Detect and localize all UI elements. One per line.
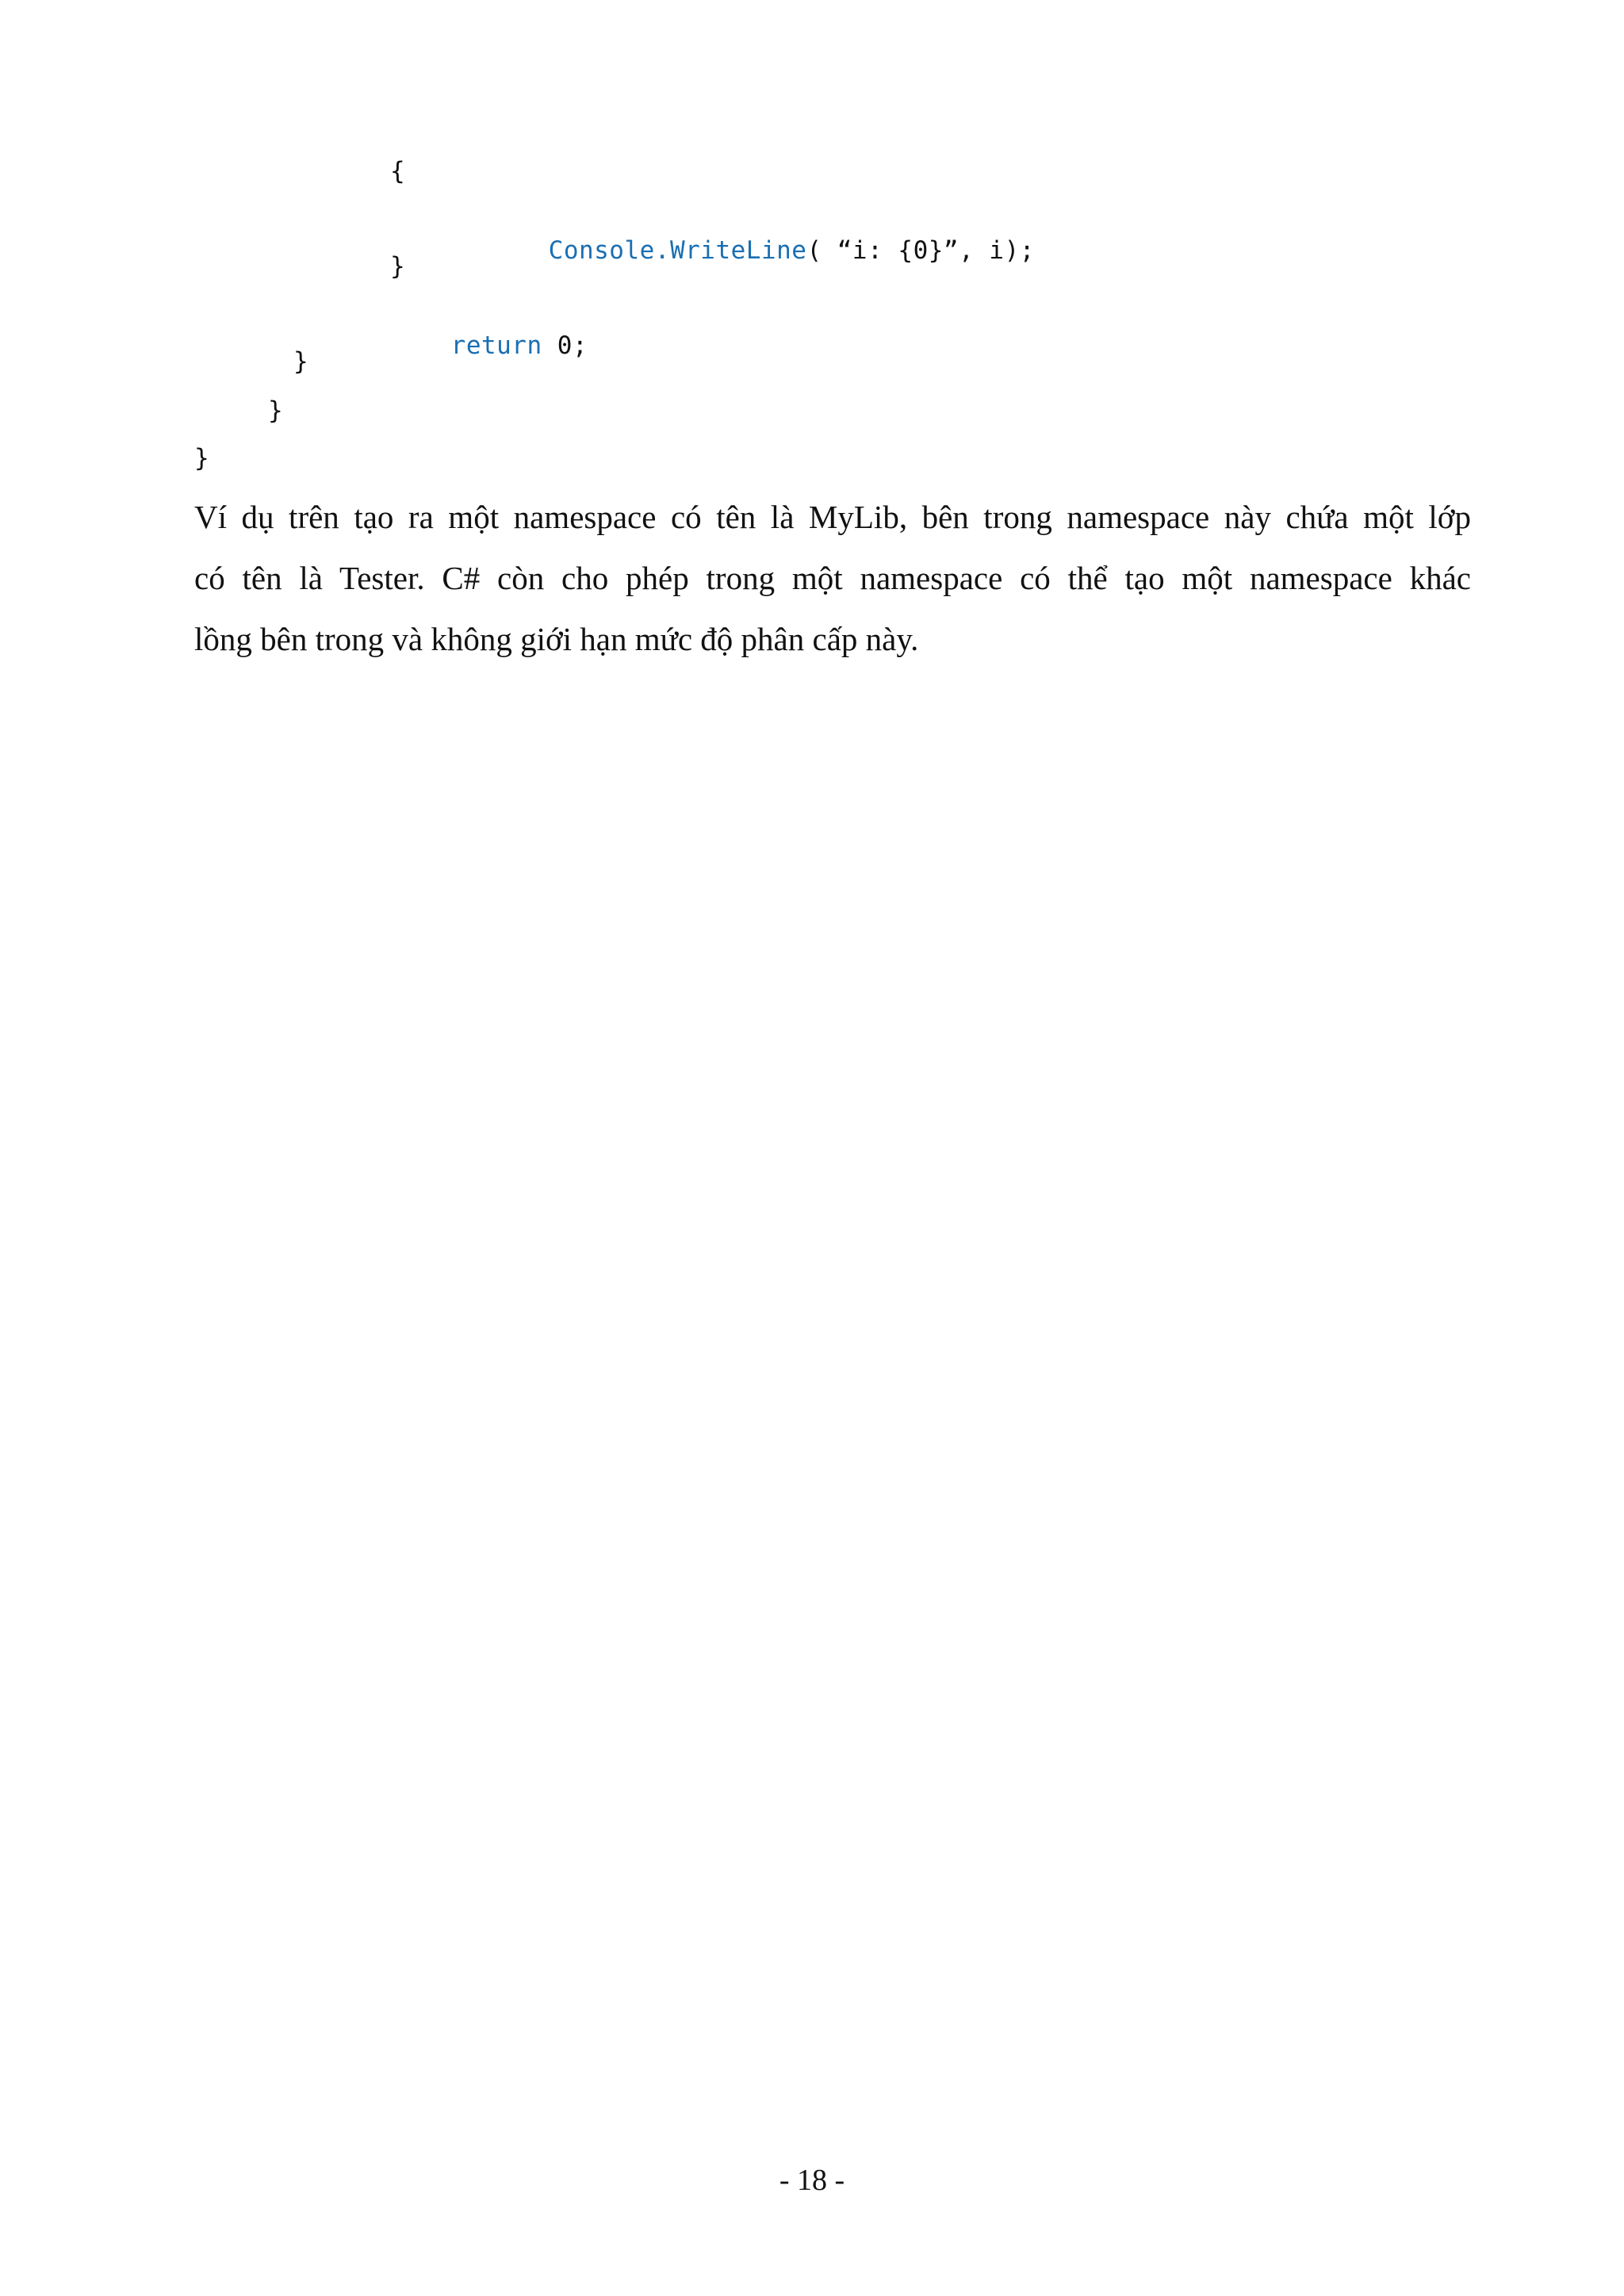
code-open-brace: { [390, 157, 406, 186]
code-close-brace-namespace: } [194, 444, 210, 473]
code-console-writeline [488, 203, 1035, 298]
code-return-value: 0; [542, 331, 588, 360]
code-console-call: Console.WriteLine [548, 236, 807, 265]
code-return-keyword: return [450, 331, 542, 360]
code-return-statement [390, 298, 588, 393]
paragraph-line-3: lồng bên trong và không giới hạn mức độ phân cấp này. [194, 621, 919, 657]
paragraph-line-2: có tên là Tester. C# còn cho phép trong một namespace có thể tạo một namespace khác [194, 560, 1471, 596]
code-close-brace-class: } [268, 396, 284, 425]
code-close-brace-loop: } [390, 252, 406, 281]
page-number: - 18 - [779, 2164, 845, 2197]
code-console-args: ( “i: {0}”, i); [806, 236, 1035, 265]
paragraph-line-1: Ví dụ trên tạo ra một namespace có tên là MyLib, bên trong namespace này chứa một lớp [194, 499, 1471, 535]
code-close-brace-method: } [293, 347, 309, 376]
